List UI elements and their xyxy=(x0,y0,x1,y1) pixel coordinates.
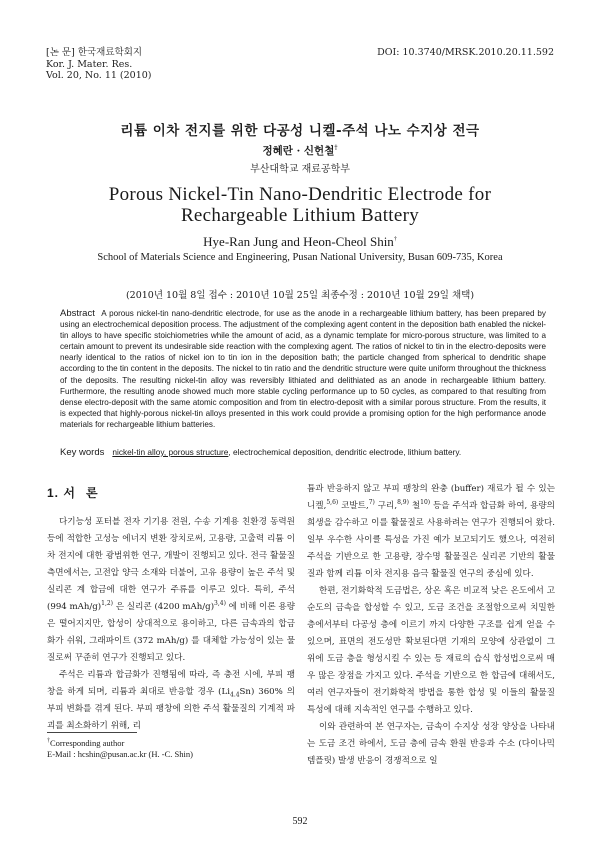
body-paragraph xyxy=(47,514,295,667)
text-run: 코발트, xyxy=(338,501,369,511)
keywords xyxy=(60,447,546,458)
journal-header xyxy=(46,47,152,82)
citation: 1,2) xyxy=(101,600,114,608)
journal-name-en: Kor. J. Mater. Res. xyxy=(46,58,133,70)
received-dates: (2010년 10월 8일 접수 : 2010년 10월 25일 최종수정 : 2010년 10월 29일 채택) xyxy=(125,290,475,301)
citation: 10) xyxy=(420,499,431,507)
body-left-column xyxy=(47,514,295,735)
corresponding-mark: † xyxy=(334,144,338,152)
affiliation-english: School of Materials Science and Engineering, Pusan National University, Busan 609-735, Korea xyxy=(97,252,503,263)
text-run: 철 xyxy=(408,501,421,511)
abstract-label: Abstract xyxy=(60,308,95,319)
body-paragraph: 이와 관련하여 본 연구자는, 금속이 수지상 성장 양상을 나타내는 도금 조건 하에서, 도금 층에 금속 환원 반응과 수소 (다이나믹 템플릿) 발생 반응이 경쟁적으로 일 xyxy=(307,722,555,766)
keywords-underlined: nickel-tin alloy, porous structure xyxy=(112,447,229,457)
text-run: 에 비해 이론 용량은 떨어지지만, 합성이 상대적으로 용이하고, 다른 금속과의 합금화가 쉬워, 그래파이트 (372 mAh/g) 를 대체할 가능성이 있는 물질로써 꾸준히 연구가 진행되고 있다. xyxy=(47,602,295,663)
body-paragraph: 한편, 전기화학적 도금법은, 상온 혹은 비교적 낮은 온도에서 고순도의 금속을 합성할 수 있고, 도금 조건을 조절함으로써 치밀한 층에서부터 다공성 층에 이르기 까지 다양한 구조를 쉽게 얻을 수 있으며, 표면의 전도성만 확보된다면 기재의 모양에 상관없이 그 위에 도금 층을 형성시킬 수 있는 등 재료의 습식 합성법으로써 매우 많은 장점을 가지고 있다. 주석을 기반으로 한 합금에 대해서도, 여러 연구자들이 전기화학적 방법을 통한 합성 및 이들의 활물질 특성에 대해 지속적인 연구를 수행하고 있다. xyxy=(307,586,555,715)
body-paragraph xyxy=(307,481,555,583)
keywords-rest: , electrochemical deposition, dendritic electrode, lithium battery. xyxy=(228,447,462,457)
citation: 8,9) xyxy=(397,499,409,507)
text-run: 구리, xyxy=(374,501,398,511)
subscript: 4.4 xyxy=(230,691,240,699)
journal-name-ko: [논 문] 한국재료학회지 xyxy=(46,47,143,58)
body-paragraph xyxy=(47,667,295,735)
section-title-b: 론 xyxy=(85,486,99,500)
footnote xyxy=(47,738,193,760)
keywords-label: Key words xyxy=(60,447,105,458)
authors-korean xyxy=(0,143,600,158)
footnote-mark: † xyxy=(47,738,50,745)
footnote-text: Corresponding author xyxy=(50,738,125,748)
journal-volume: Vol. 20, No. 11 (2010) xyxy=(46,70,152,81)
title-english-line-1: Porous Nickel-Tin Nano-Dendritic Electrode for xyxy=(108,184,492,205)
title-english xyxy=(0,184,600,226)
citation: 7) xyxy=(368,499,375,507)
page-number: 592 xyxy=(292,816,308,827)
citation: 3,4) xyxy=(214,600,226,608)
footnote-rule xyxy=(47,732,137,733)
corresponding-mark-en: † xyxy=(393,236,397,243)
authors-korean-names: 정혜란 · 신헌철 xyxy=(262,145,335,157)
section-number: 1. xyxy=(47,486,60,500)
title-korean: 리튬 이차 전지를 위한 다공성 니켈-주석 나노 수지상 전극 xyxy=(120,123,480,139)
title-english-line-2: Rechargeable Lithium Battery xyxy=(180,205,420,226)
doi-link[interactable]: DOI: 10.3740/MRSK.2010.20.11.592 xyxy=(377,47,554,58)
footnote-corresponding xyxy=(47,738,193,749)
authors-english xyxy=(0,234,600,250)
abstract-text: A porous nickel-tin nano-dendritic electrode, for use as the anode in a rechargeable lithium battery, has been prepared by using an electrochemical deposition process. The adjustment of the complexing agent content in the deposition bath enabled the nickel-tin alloys to have specific stoichiometries while the amount of acid, as a dynamic template for micro-porous structure, was limited to a certain amount to prevent its undesirable side reaction with the complexing agent. The ratios of nickel to tin in the electro-deposits were nearly identical to the ratios of nickel ion to tin ion in the deposition bath; the particle changed from spherical to dendritic shape according to the tin content in the deposits. The nickel to tin ratio and the dendritic structure were quite uniform throughout the thickness of the deposits. The resulting nickel-tin alloy was reversibly lithiated and delithiated as an anode in rechargeable lithium battery. Furthermore, the resulting anode showed much more stable cycling performance up to 50 cycles, as compared to that resulting from dense electro-deposit with the same atomic composition and from tin electro-deposit with a similar porous structure. From the results, it is expected that highly-porous nickel-tin alloys presented in this work could provide a promising option for the high performance anode materials for rechargeable lithium batteries. xyxy=(60,309,546,429)
abstract xyxy=(60,308,546,430)
citation: 5,6) xyxy=(326,499,339,507)
text-run: 다기능성 포터블 전자 기기용 전원, 수송 기계용 친환경 동력원 등에 적합한 고성능 에너지 변환 장치로써, 고용량, 고출력 리튬 이차 전지에 대한 광범위한 연구, 개발이 진행되고 있다. 전극 활물질 측면에서는, 고전압 양극 소재와 더불어, 고유 용량이 높은 주석 및 실리콘 계 합금에 대한 연구가 주류를 이루고 있다. 특히, 주석 (994 mAh/g) xyxy=(47,517,295,612)
section-title-a: 서 xyxy=(63,486,76,500)
text-run: 등을 주석과 합금화 하여, 용량의 희생을 감수하고 이를 활물질로 사용하려는 연구가 진행되어 왔다. 일부 우수한 사이클 특성을 가진 예가 보고되기도 했으나, 여전히 주석을 기반으로 한 고용량, 장수명 활물질은 실리콘 기반의 활물질과 함께 리튬 이차 전지용 음극 활물질 연구의 중심에 있다. xyxy=(307,501,555,579)
text-run: 은 실리콘 (4200 mAh/g) xyxy=(113,602,215,612)
text-run: 주석은 리튬과 합금화가 진행됨에 따라, 즉 충전 시에, 부피 팽창을 하게 되며, 리튬과 최대로 반응할 경우 (Li xyxy=(47,670,295,697)
text-run: 튬과 반응하지 않고 부피 팽창의 완충 (buffer) 재료가 될 수 있는 니켈, xyxy=(307,484,555,511)
body-right-column xyxy=(307,481,555,770)
footnote-email[interactable]: E-Mail : hcshin@pusan.ac.kr (H. -C. Shin) xyxy=(47,749,193,759)
affiliation-korean: 부산대학교 재료공학부 xyxy=(250,164,350,175)
section-heading xyxy=(47,484,99,501)
authors-english-names: Hye-Ran Jung and Heon-Cheol Shin xyxy=(203,234,394,249)
text-run: Sn) 360% 의 부피 변화를 겪게 된다. 부피 팽창에 의한 주석 활물질의 기계적 파괴를 최소화하기 위해, 리 xyxy=(47,687,295,731)
